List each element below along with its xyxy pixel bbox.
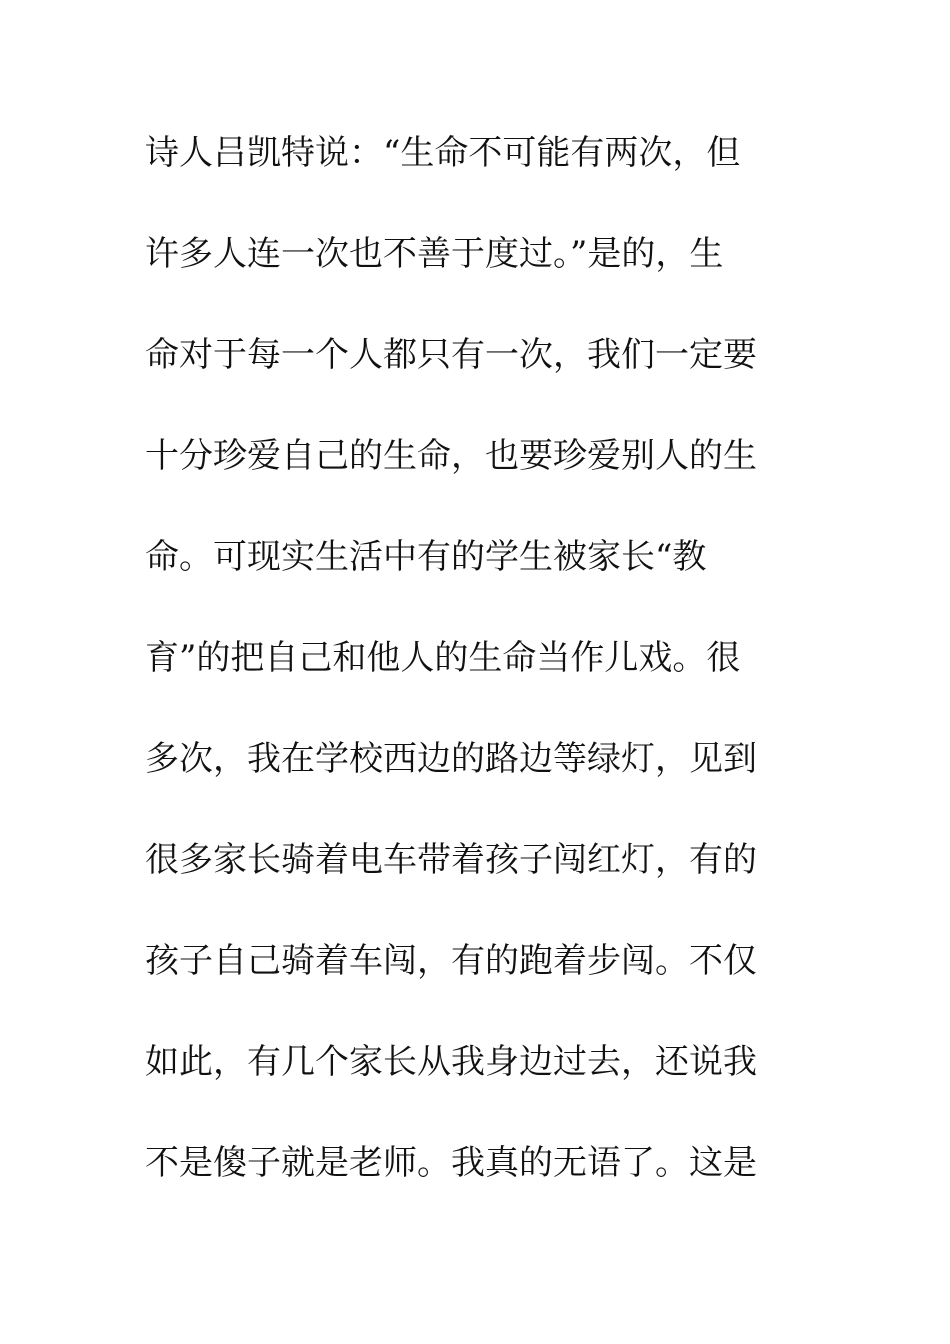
text-line: 育”的把自己和他人的生命当作儿戏。很 xyxy=(145,638,741,678)
text-line: 很多家长骑着电车带着孩子闯红灯，有的 xyxy=(145,840,757,880)
text-line: 如此，有几个家长从我身边过去，还说我 xyxy=(145,1042,757,1082)
body-text xyxy=(145,128,785,1239)
text-line: 诗人吕凯特说：“生命不可能有两次，但 xyxy=(145,133,741,173)
text-line: 许多人连一次也不善于度过。”是的，生 xyxy=(145,234,724,274)
text-line: 命对于每一个人都只有一次，我们一定要 xyxy=(145,335,757,375)
text-line: 多次，我在学校西边的路边等绿灯，见到 xyxy=(145,739,757,779)
text-line: 十分珍爱自己的生命，也要珍爱别人的生 xyxy=(145,436,757,476)
text-line: 不是傻子就是老师。我真的无语了。这是 xyxy=(145,1143,757,1183)
text-line: 命。可现实生活中有的学生被家长“教 xyxy=(145,537,707,577)
text-line: 孩子自己骑着车闯，有的跑着步闯。不仅 xyxy=(145,941,757,981)
